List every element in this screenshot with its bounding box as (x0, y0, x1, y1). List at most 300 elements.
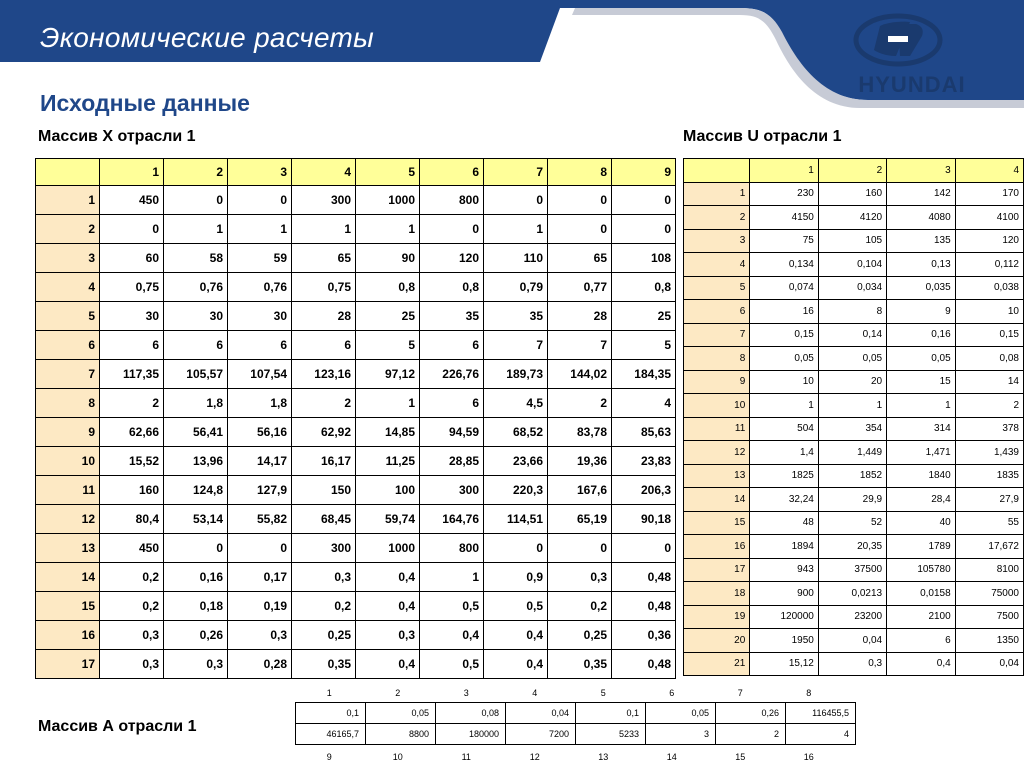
table-cell: 105 (818, 229, 886, 253)
table-row (684, 652, 1024, 676)
table-cell: 0 (548, 534, 612, 563)
table-cell: 0,5 (484, 592, 548, 621)
table-cell: 1825 (750, 464, 819, 488)
table-cell: 16,17 (292, 447, 356, 476)
table-cell: 14,17 (228, 447, 292, 476)
table-cell: 0,8 (420, 273, 484, 302)
table-row (36, 621, 676, 650)
table-cell: 75000 (955, 582, 1023, 606)
table-cell: 110 (484, 244, 548, 273)
table-cell: 0,8 (612, 273, 676, 302)
hyundai-wordmark: HYUNDAI (858, 72, 966, 97)
table-cell: 800 (420, 186, 484, 215)
table-cell: 0,17 (228, 563, 292, 592)
table-cell: 0,2 (292, 592, 356, 621)
table-cell: 8 (818, 300, 886, 324)
index-number: 10 (392, 752, 403, 762)
table-cell: 0 (612, 534, 676, 563)
table-cell: 32,24 (750, 488, 819, 512)
table-cell: 0,13 (887, 253, 956, 277)
row-header: 17 (684, 558, 750, 582)
table-row (36, 244, 676, 273)
index-number: 9 (326, 752, 332, 762)
table-row (684, 629, 1024, 653)
table-cell: 0,04 (818, 629, 886, 653)
table-row (684, 206, 1024, 230)
table-cell: 35 (420, 302, 484, 331)
table-cell: 1950 (750, 629, 819, 653)
column-header: 7 (484, 159, 548, 186)
table-row (36, 273, 676, 302)
table-cell: 0,15 (955, 323, 1023, 347)
column-header: 3 (228, 159, 292, 186)
table-cell: 58 (164, 244, 228, 273)
column-header: 4 (955, 159, 1023, 183)
table-row (684, 182, 1024, 206)
table-cell: 30 (100, 302, 164, 331)
table-cell: 0,04 (955, 652, 1023, 676)
table-cell: 124,8 (164, 476, 228, 505)
table-row (684, 441, 1024, 465)
table-cell: 0,26 (716, 703, 786, 724)
row-header: 1 (684, 182, 750, 206)
table-row (684, 394, 1024, 418)
table-cell: 25 (356, 302, 420, 331)
table-row (36, 360, 676, 389)
table-cell: 160 (818, 182, 886, 206)
row-header: 14 (36, 563, 100, 592)
table-row (36, 302, 676, 331)
index-number: 16 (803, 752, 814, 762)
table-cell: 94,59 (420, 418, 484, 447)
table-row (36, 650, 676, 679)
table-cell: 105,57 (164, 360, 228, 389)
table-cell: 28,4 (887, 488, 956, 512)
table-cell: 0,05 (366, 703, 436, 724)
table-cell: 1789 (887, 535, 956, 559)
table-cell: 0,3 (100, 621, 164, 650)
table-cell: 8100 (955, 558, 1023, 582)
table-cell: 0,4 (356, 592, 420, 621)
table-cell: 0,3 (164, 650, 228, 679)
table-cell: 97,12 (356, 360, 420, 389)
table-cell: 0 (228, 534, 292, 563)
table-cell: 943 (750, 558, 819, 582)
table-cell: 0,034 (818, 276, 886, 300)
table-cell: 59 (228, 244, 292, 273)
array-u-title: Массив U отрасли 1 (683, 128, 842, 145)
column-header: 1 (100, 159, 164, 186)
table-cell: 1 (818, 394, 886, 418)
table-cell: 0,3 (356, 621, 420, 650)
table-cell: 53,14 (164, 505, 228, 534)
table-cell: 68,52 (484, 418, 548, 447)
table-cell: 0,1 (576, 703, 646, 724)
table-cell: 180000 (436, 724, 506, 745)
table-cell: 142 (887, 182, 956, 206)
table-cell: 55,82 (228, 505, 292, 534)
row-header: 8 (684, 347, 750, 371)
row-header: 1 (36, 186, 100, 215)
table-cell: 1 (750, 394, 819, 418)
table-row (36, 389, 676, 418)
table-cell: 23,83 (612, 447, 676, 476)
table-cell: 0,36 (612, 621, 676, 650)
table-cell: 100 (356, 476, 420, 505)
table-cell: 7200 (506, 724, 576, 745)
index-number: 7 (737, 688, 743, 698)
table-cell: 0,28 (228, 650, 292, 679)
table-cell: 48 (750, 511, 819, 535)
table-cell: 15 (887, 370, 956, 394)
table-row (684, 511, 1024, 535)
table-row (36, 563, 676, 592)
table-cell: 114,51 (484, 505, 548, 534)
table-cell: 90 (356, 244, 420, 273)
table-cell: 117,35 (100, 360, 164, 389)
table-cell: 0,4 (356, 563, 420, 592)
table-cell: 23,66 (484, 447, 548, 476)
table-cell: 6 (420, 389, 484, 418)
row-header: 18 (684, 582, 750, 606)
table-row (684, 229, 1024, 253)
table-cell: 65,19 (548, 505, 612, 534)
table-cell: 0,15 (750, 323, 819, 347)
row-header: 6 (684, 300, 750, 324)
table-cell: 230 (750, 182, 819, 206)
table-cell: 0,4 (887, 652, 956, 676)
column-header: 8 (548, 159, 612, 186)
row-header: 8 (36, 389, 100, 418)
table-cell: 2 (100, 389, 164, 418)
row-header: 4 (36, 273, 100, 302)
table-cell: 0,05 (887, 347, 956, 371)
row-header: 14 (684, 488, 750, 512)
table-row (684, 535, 1024, 559)
table-cell: 52 (818, 511, 886, 535)
table-cell: 300 (292, 186, 356, 215)
table-cell: 0,77 (548, 273, 612, 302)
table-cell: 60 (100, 244, 164, 273)
column-header: 2 (164, 159, 228, 186)
table-cell: 300 (292, 534, 356, 563)
table-cell: 0,0158 (887, 582, 956, 606)
table-cell: 65 (292, 244, 356, 273)
row-header: 4 (684, 253, 750, 277)
row-header: 5 (684, 276, 750, 300)
table-cell: 4150 (750, 206, 819, 230)
table-cell: 314 (887, 417, 956, 441)
array-a-top-index (295, 688, 843, 698)
table-cell: 0,16 (164, 563, 228, 592)
row-header: 13 (684, 464, 750, 488)
table-cell: 35 (484, 302, 548, 331)
table-cell: 0,4 (484, 650, 548, 679)
table-cell: 0 (420, 215, 484, 244)
table-cell: 15,12 (750, 652, 819, 676)
column-header: 3 (887, 159, 956, 183)
table-cell: 0,79 (484, 273, 548, 302)
table-cell: 150 (292, 476, 356, 505)
table-cell: 105780 (887, 558, 956, 582)
table-cell: 0,25 (292, 621, 356, 650)
array-a-table (295, 702, 856, 745)
table-cell: 144,02 (548, 360, 612, 389)
table-cell: 28,85 (420, 447, 484, 476)
table-cell: 10 (955, 300, 1023, 324)
table-cell: 65 (548, 244, 612, 273)
table-cell: 16 (750, 300, 819, 324)
table-cell: 0,4 (356, 650, 420, 679)
table-cell: 120000 (750, 605, 819, 629)
column-header: 5 (356, 159, 420, 186)
table-cell: 123,16 (292, 360, 356, 389)
table-cell: 0,9 (484, 563, 548, 592)
table-cell: 160 (100, 476, 164, 505)
table-cell: 7500 (955, 605, 1023, 629)
table-cell: 1840 (887, 464, 956, 488)
array-u-table (683, 158, 1024, 676)
table-cell: 0,3 (100, 650, 164, 679)
table-cell: 10 (750, 370, 819, 394)
table-cell: 28 (548, 302, 612, 331)
table-cell: 0,5 (420, 650, 484, 679)
table-cell: 0,76 (164, 273, 228, 302)
table-cell: 0,3 (548, 563, 612, 592)
table-cell: 170 (955, 182, 1023, 206)
table-cell: 1,439 (955, 441, 1023, 465)
table-cell: 0,05 (750, 347, 819, 371)
table-cell: 8800 (366, 724, 436, 745)
table-cell: 0,18 (164, 592, 228, 621)
table-cell: 0,19 (228, 592, 292, 621)
index-number: 1 (326, 688, 332, 698)
table-cell: 0,3 (818, 652, 886, 676)
table-row (36, 331, 676, 360)
table-cell: 0,14 (818, 323, 886, 347)
table-cell: 5233 (576, 724, 646, 745)
row-header: 15 (684, 511, 750, 535)
array-x-title: Массив X отрасли 1 (38, 128, 196, 145)
table-cell: 28 (292, 302, 356, 331)
table-cell: 23200 (818, 605, 886, 629)
table-cell: 6 (420, 331, 484, 360)
table-cell: 1,8 (228, 389, 292, 418)
table-cell: 2 (955, 394, 1023, 418)
table-cell: 0,5 (420, 592, 484, 621)
row-header: 10 (684, 394, 750, 418)
table-cell: 450 (100, 534, 164, 563)
row-header: 6 (36, 331, 100, 360)
array-a-title: Массив А отрасли 1 (38, 718, 197, 735)
table-cell: 0 (548, 186, 612, 215)
row-header: 2 (36, 215, 100, 244)
table-cell: 30 (164, 302, 228, 331)
table-cell: 6 (100, 331, 164, 360)
table-cell: 4120 (818, 206, 886, 230)
table-cell: 116455,5 (786, 703, 856, 724)
table-cell: 135 (887, 229, 956, 253)
index-number: 4 (532, 688, 538, 698)
array-x-table (35, 158, 676, 679)
table-cell: 14,85 (356, 418, 420, 447)
table-cell: 20 (818, 370, 886, 394)
table-cell: 5 (612, 331, 676, 360)
table-cell: 0,074 (750, 276, 819, 300)
table-cell: 62,66 (100, 418, 164, 447)
table-cell: 0,2 (548, 592, 612, 621)
table-cell: 90,18 (612, 505, 676, 534)
table-cell: 0,48 (612, 650, 676, 679)
index-number: 15 (735, 752, 746, 762)
table-row (684, 488, 1024, 512)
table-cell: 300 (420, 476, 484, 505)
table-cell: 1000 (356, 534, 420, 563)
table-cell: 19,36 (548, 447, 612, 476)
table-cell: 0,3 (292, 563, 356, 592)
table-row (684, 370, 1024, 394)
index-number: 2 (395, 688, 401, 698)
row-header: 11 (36, 476, 100, 505)
table-row (36, 505, 676, 534)
row-header: 16 (36, 621, 100, 650)
app-title: Экономические расчеты (40, 22, 375, 53)
table-cell: 62,92 (292, 418, 356, 447)
row-header: 7 (36, 360, 100, 389)
table-cell: 220,3 (484, 476, 548, 505)
hyundai-emblem-icon (852, 12, 944, 68)
table-cell: 0 (484, 186, 548, 215)
table-row (684, 253, 1024, 277)
table-cell: 13,96 (164, 447, 228, 476)
table-cell: 504 (750, 417, 819, 441)
table-cell: 1 (420, 563, 484, 592)
table-cell: 120 (955, 229, 1023, 253)
table-cell: 0,04 (506, 703, 576, 724)
table-row (36, 534, 676, 563)
table-cell: 800 (420, 534, 484, 563)
table-cell: 4 (612, 389, 676, 418)
table-cell: 0,2 (100, 563, 164, 592)
table-cell: 206,3 (612, 476, 676, 505)
table-cell: 0,26 (164, 621, 228, 650)
table-cell: 1 (356, 389, 420, 418)
table-header-row (684, 159, 1024, 183)
table-cell: 1,449 (818, 441, 886, 465)
table-cell: 0,4 (484, 621, 548, 650)
table-cell: 354 (818, 417, 886, 441)
row-header: 17 (36, 650, 100, 679)
table-cell: 7 (484, 331, 548, 360)
table-cell: 1 (164, 215, 228, 244)
table-cell: 1835 (955, 464, 1023, 488)
table-cell: 378 (955, 417, 1023, 441)
table-cell: 0 (164, 186, 228, 215)
table-cell: 0,05 (818, 347, 886, 371)
table-cell: 56,16 (228, 418, 292, 447)
table-row (36, 186, 676, 215)
table-cell: 1 (292, 215, 356, 244)
table-cell: 184,35 (612, 360, 676, 389)
table-cell: 0 (100, 215, 164, 244)
table-cell: 4,5 (484, 389, 548, 418)
table-cell: 6 (292, 331, 356, 360)
table-cell: 450 (100, 186, 164, 215)
table-cell: 1 (356, 215, 420, 244)
row-header: 7 (684, 323, 750, 347)
row-header: 21 (684, 652, 750, 676)
table-cell: 0,05 (646, 703, 716, 724)
table-cell: 9 (887, 300, 956, 324)
table-cell: 0,48 (612, 592, 676, 621)
table-row (296, 724, 856, 745)
table-row (684, 300, 1024, 324)
table-cell: 4100 (955, 206, 1023, 230)
table-cell: 0,038 (955, 276, 1023, 300)
table-row (36, 418, 676, 447)
table-cell: 2 (548, 389, 612, 418)
table-cell: 20,35 (818, 535, 886, 559)
column-header: 6 (420, 159, 484, 186)
row-header: 2 (684, 206, 750, 230)
row-header: 9 (684, 370, 750, 394)
table-row (36, 592, 676, 621)
table-cell: 6 (887, 629, 956, 653)
column-header: 1 (750, 159, 819, 183)
index-number: 13 (598, 752, 609, 762)
table-cell: 0,035 (887, 276, 956, 300)
row-header: 9 (36, 418, 100, 447)
table-row (36, 476, 676, 505)
table-cell: 0,8 (356, 273, 420, 302)
table-cell: 1 (887, 394, 956, 418)
table-cell: 1852 (818, 464, 886, 488)
row-header: 5 (36, 302, 100, 331)
table-cell: 85,63 (612, 418, 676, 447)
table-cell: 40 (887, 511, 956, 535)
table-cell: 0 (164, 534, 228, 563)
table-row (684, 464, 1024, 488)
header-bar (0, 0, 1024, 100)
table-cell: 0,2 (100, 592, 164, 621)
hyundai-logo (852, 12, 972, 96)
table-cell: 14 (955, 370, 1023, 394)
table-cell: 0,48 (612, 563, 676, 592)
row-header: 11 (684, 417, 750, 441)
row-header: 19 (684, 605, 750, 629)
row-header: 16 (684, 535, 750, 559)
table-cell: 0,134 (750, 253, 819, 277)
table-cell: 167,6 (548, 476, 612, 505)
table-row (684, 347, 1024, 371)
table-cell: 0,1 (296, 703, 366, 724)
table-cell: 27,9 (955, 488, 1023, 512)
table-cell: 108 (612, 244, 676, 273)
table-cell: 2100 (887, 605, 956, 629)
table-cell: 25 (612, 302, 676, 331)
array-a-bottom-index (295, 752, 843, 762)
table-row (684, 417, 1024, 441)
table-cell: 0,104 (818, 253, 886, 277)
column-header: 2 (818, 159, 886, 183)
table-cell: 189,73 (484, 360, 548, 389)
table-cell: 0,76 (228, 273, 292, 302)
table-cell: 3 (646, 724, 716, 745)
table-cell: 7 (548, 331, 612, 360)
page-subtitle: Исходные данные (40, 90, 250, 116)
table-cell: 68,45 (292, 505, 356, 534)
table-cell: 6 (164, 331, 228, 360)
